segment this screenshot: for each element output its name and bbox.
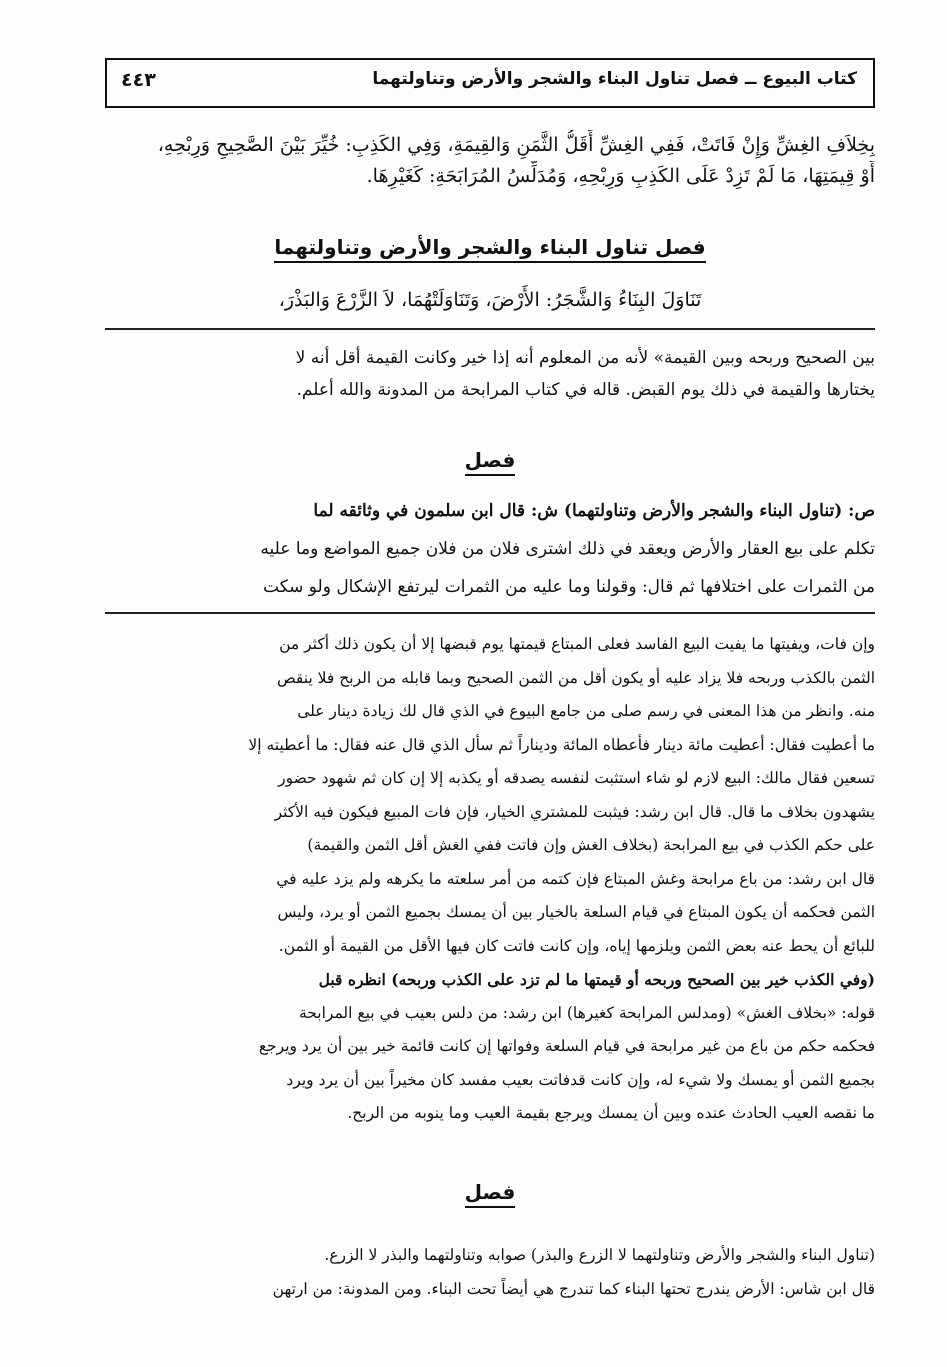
footnote-line: فحكمه حكم من باع من غير مرابحة في قيام السلعة وفواتها إن كانت قائمة خير بين أن يرد ويرجع (258, 1037, 875, 1055)
footnote-line: الثمن فحكمه أن يكون المبتاع في قيام السلعة بالخيار بين أن يمسك بجميع الثمن أو يرد، وليس (277, 903, 875, 921)
matn-line: بِخِلاَفِ الغِشِّ وَإِنْ فَاتَتْ، فَفِي الغِشِّ أَقَلُّ الثَّمَنِ وَالقِيمَةِ، وَفِي الكَذِبِ: خُيِّرَ بَيْنَ الصَّحِيحِ وَرِبْحِهِ، (157, 134, 875, 156)
commentary-text (105, 492, 875, 606)
matn-text (105, 130, 875, 192)
commentary-line: من الثمرات على اختلافها ثم قال: وقولنا وما عليه من الثمرات ليرتفع الإشكال ولو سكت (263, 577, 875, 597)
footnote-line: ما نقصه العيب الحادث عنده وبين أن يمسك ويرجع بقيمة العيب وما ينوبه من الربح. (347, 1104, 875, 1122)
commentary-line: بين الصحيح وربحه وبين القيمة» لأنه من المعلوم أنه إذا خير وكانت القيمة أقل أنه لا (295, 348, 875, 368)
footnote-divider (105, 612, 875, 614)
commentary-line: ص: (تناول البناء والشجر والأرض وتناولتهما) ش: قال ابن سلمون في وثائقه لما (313, 501, 875, 521)
commentary-line: يختارها والقيمة في ذلك يوم القبض. قاله في كتاب المرابحة من المدونة والله أعلم. (296, 380, 875, 400)
section-heading (105, 235, 875, 259)
commentary-text (105, 342, 875, 406)
footnote-line: تسعين فقال مالك: البيع لازم لو شاء استثبت لنفسه يصدقه أو يكذبه إلا إن كان ثم شهود حضور (278, 769, 875, 787)
footnote-line: قوله: «بخلاف الغش» (ومدلس المرابحة كغيرها) ابن رشد: من دلس بعيب في بيع المرابحة (298, 1003, 875, 1022)
section-heading-text: فصل تناول البناء والشجر والأرض وتناولتهما (274, 235, 705, 263)
page-number: ٤٤٣ (121, 69, 156, 91)
footnote-line: منه. وانظر من هذا المعنى في رسم صلى من جامع البيوع في الذي قال لك زيادة دينار على (297, 702, 875, 720)
section-matn (105, 285, 875, 316)
footnote-line: يشهدون بخلاف ما قال. قال ابن رشد: فيثبت للمشتري الخيار، فإن فات المبيع فيكون فيه الأكثر (274, 802, 875, 821)
section-heading (105, 1180, 875, 1204)
footnote-line: على حكم الكذب في بيع المرابحة (بخلاف الغش وإن فاتت ففي الغش أقل الثمن والقيمة) (307, 836, 875, 854)
footnote-line: قال ابن رشد: من باع مرابحة وغش المبتاع فإن كتمه من أمر سلعته ما يكرهه ولم يزد عليه في (276, 869, 875, 888)
footnote-line: قال ابن شاس: الأرض يندرج تحتها البناء كما تندرج هي أيضاً تحت البناء. ومن المدونة: من ارتهن (272, 1280, 875, 1298)
section-heading-text: فصل (465, 448, 516, 476)
footnote-text (105, 1238, 875, 1306)
matn-line: أَوْ قِيمَتِهَا، مَا لَمْ تَزِدْ عَلَى الكَذِبِ وَرِبْحِهِ، وَمُدَلِّسُ المُرَابَحَةِ: كَغَيْرِهَا. (366, 165, 875, 187)
footnote-line: الثمن بالكذب وربحه فلا يزاد عليه أو يكون أقل من الثمن الصحيح وبما قابله من الربح فلا ينقص (276, 668, 875, 687)
footnote-text (105, 628, 875, 1131)
section-heading (105, 448, 875, 472)
footnote-line: (تناول البناء والشجر والأرض وتناولتهما لا الزرع والبذر) صوابه وتناولتهما والبذر لا الزرع. (324, 1246, 875, 1264)
commentary-line: تكلم على بيع العقار والأرض ويعقد في ذلك اشترى فلان من فلان جميع المواضع وما عليه (260, 539, 875, 559)
running-title: كتاب البيوع ــ فصل تناول البناء والشجر والأرض وتناولتهما (372, 69, 857, 89)
footnote-line: بجميع الثمن أو يمسك ولا شيء له، وإن كانت قدفاتت بعيب مفسد كان مخيراً بين أن يرد ويرد (286, 1070, 875, 1089)
footnote-line: للبائع أن يحط عنه بعض الثمن ويلزمها إياه، وإن كانت فاتت كان فيها الأقل من القيمة أو الثمن. (278, 936, 875, 955)
footnote-line: (وفي الكذب خير بين الصحيح وربحه أو قيمتها ما لم تزد على الكذب وربحه) انظره قبل (318, 970, 875, 989)
footnote-line: ما أعطيت فقال: أعطيت مائة دينار فأعطاه المائة وديناراً ثم سأل الذي قال عنه فقال: ما أعطيته إلا (248, 735, 875, 754)
section-matn-line: تَنَاوَلَ البِنَاءُ وَالشَّجَرُ: الأَرْضَ، وَتَنَاوَلَتْهُمَا، لاَ الزَّرْعَ وَالبَذْرَ، (278, 289, 702, 311)
section-heading-text: فصل (465, 1180, 516, 1208)
footnote-line: وإن فات، ويفيتها ما يفيت البيع الفاسد فعلى المبتاع قيمتها يوم قبضها إلا أن يكون ذلك أكثر من (279, 635, 875, 653)
divider-rule (105, 328, 875, 330)
page-header (105, 58, 875, 108)
